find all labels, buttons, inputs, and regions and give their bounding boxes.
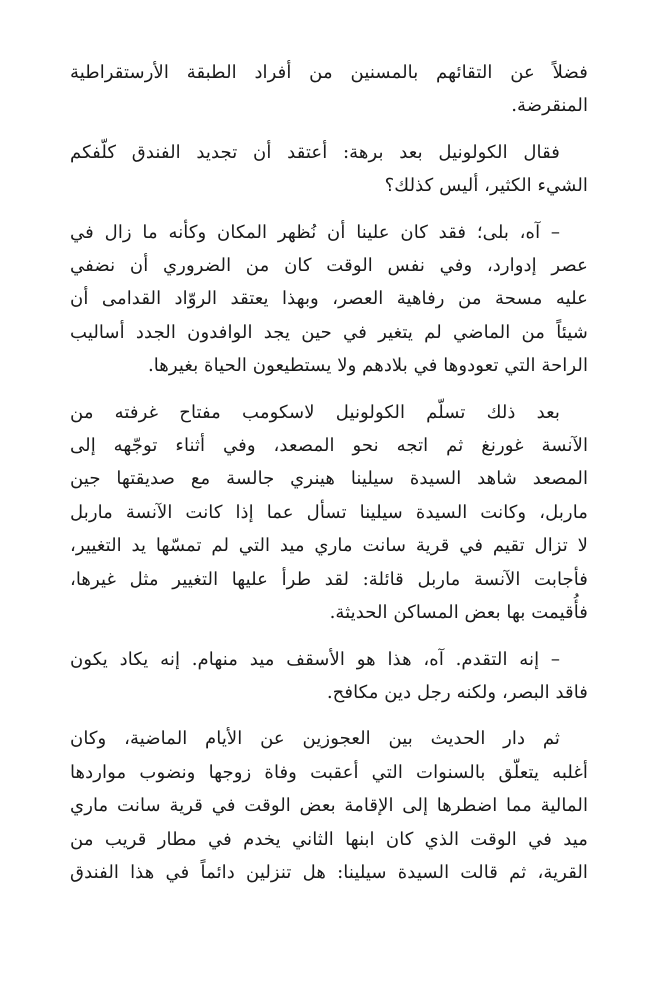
paragraph-3	[70, 216, 588, 383]
text-line: المالية مما اضطرها إلى الإقامة بعض الوقت في قرية سانت ماري	[70, 795, 588, 817]
book-page	[70, 56, 588, 889]
text-line: شيئاً من الماضي لم يتغير في حين يجد الوافدون الجدد أساليب	[70, 321, 588, 343]
text-line: المصعد شاهد السيدة سيلينا هينري جالسة مع صديقتها جين	[70, 468, 588, 490]
paragraph-1	[70, 56, 588, 123]
text-line: فأجابت الآنسة ماربل قائلة: لقد طرأ عليها التغيير مثل غيرها،	[70, 568, 588, 590]
paragraph-5	[70, 643, 588, 710]
text-line: فقال الكولونيل بعد برهة: أعتقد أن تجديد الفندق كلّفكم	[70, 141, 560, 163]
text-line: فأُقيمت بها بعض المساكن الحديثة.	[329, 602, 588, 624]
text-line: بعد ذلك تسلّم الكولونيل لاسكومب مفتاح غرفته من	[70, 401, 560, 423]
text-line: المنقرضة.	[511, 95, 588, 117]
text-line: عصر إدوارد، وفي نفس الوقت كان من الضروري أن نضفي	[70, 255, 588, 277]
text-line: أغلبه يتعلّق بالسنوات التي أعقبت وفاة زوجها ونضوب مواردها	[70, 761, 588, 783]
text-line: الراحة التي تعودوها في بلادهم ولا يستطيعون الحياة بغيرها.	[147, 355, 588, 377]
text-line: ماربل، وكانت السيدة سيلينا تسأل عما إذا كانت الآنسة ماربل	[70, 501, 588, 523]
paragraph-2	[70, 136, 588, 203]
text-line: فضلاً عن التقائهم بالمسنين من أفراد الطبقة الأرستقراطية	[70, 62, 588, 83]
text-line: – إنه التقدم. آه، هذا هو الأسقف ميد منهام. إنه يكاد يكون	[70, 648, 560, 670]
text-line: ثم دار الحديث بين العجوزين عن الأيام الماضية، وكان	[70, 728, 560, 750]
text-line: ميد في الوقت الذي كان ابنها الثاني يخدم في مطار قريب من	[70, 828, 588, 850]
text-line: الآنسة غورنغ ثم اتجه نحو المصعد، وفي أثناء توجّهه إلى	[70, 435, 588, 457]
text-line: القرية، ثم قالت السيدة سيلينا: هل تنزلين دائماً في هذا الفندق	[70, 861, 588, 883]
text-line: فاقد البصر، ولكنه رجل دين مكافح.	[326, 681, 588, 703]
text-line: – آه، بلى؛ فقد كان علينا أن نُظهر المكان وكأنه ما زال في	[70, 221, 560, 243]
text-line: عليه مسحة من رفاهية العصر، وبهذا يعتقد الروّاد القدامى أن	[70, 288, 588, 310]
paragraph-4	[70, 396, 588, 630]
text-line: لا تزال تقيم في قرية سانت ماري ميد التي لم تمسّها يد التغيير،	[70, 535, 588, 557]
text-line: الشيء الكثير، أليس كذلك؟	[384, 175, 588, 197]
paragraph-6	[70, 722, 588, 889]
